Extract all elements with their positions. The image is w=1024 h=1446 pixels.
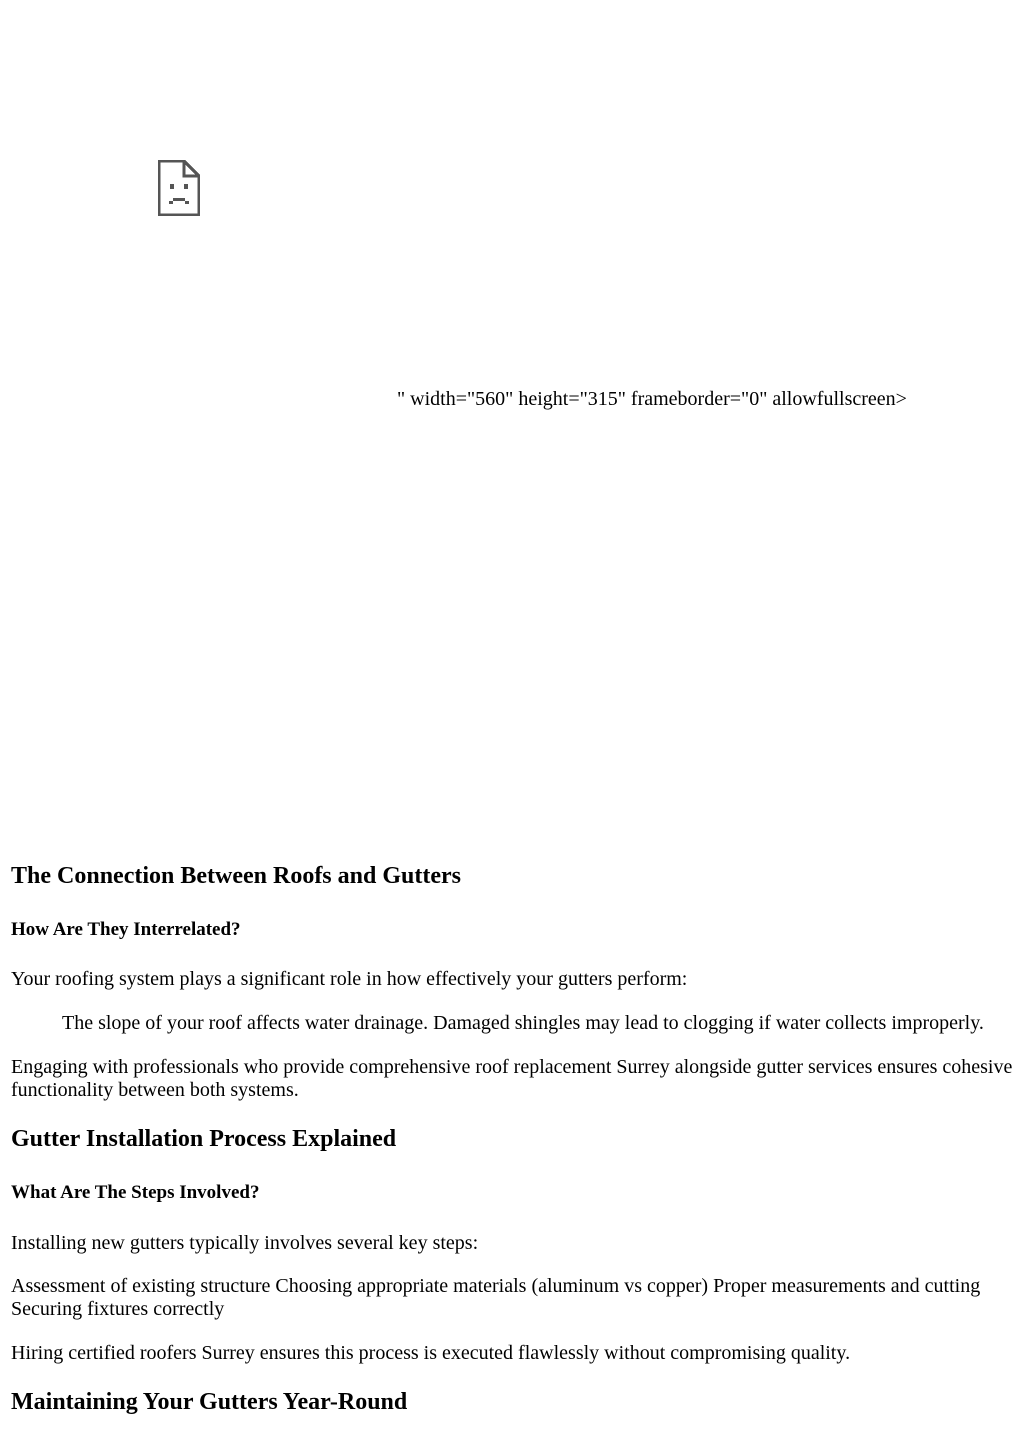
- connection-heading: The Connection Between Roofs and Gutters: [11, 863, 461, 889]
- connection-intro: Your roofing system plays a significant role in how effectively your gutters perform:: [11, 968, 688, 990]
- installation-closing: Hiring certified roofers Surrey ensures this process is executed flawlessly without compromising quality.: [11, 1342, 851, 1364]
- article-content: [11, 860, 1021, 1418]
- installation-intro: Installing new gutters typically involves several key steps:: [11, 1232, 479, 1254]
- connection-closing: Engaging with professionals who provide comprehensive roof replacement Surrey alongside gutter services ensures cohesive functionality between both systems.: [11, 1056, 1013, 1101]
- installation-heading: Gutter Installation Process Explained: [11, 1126, 397, 1152]
- broken-document-icon: [158, 160, 200, 216]
- maintenance-heading: Maintaining Your Gutters Year-Round: [11, 1389, 408, 1415]
- connection-indented-text: The slope of your roof affects water drainage. Damaged shingles may lead to clogging if water collects improperly.: [62, 1012, 984, 1034]
- iframe-residue-text: " width="560" height="315" frameborder="0" allowfullscreen>: [397, 388, 907, 410]
- installation-subheading: What Are The Steps Involved?: [11, 1182, 260, 1203]
- connection-subheading: How Are They Interrelated?: [11, 919, 241, 940]
- installation-steps: Assessment of existing structure Choosing appropriate materials (aluminum vs copper) Proper measurements and cutting Securing fixtures correctly: [11, 1275, 981, 1320]
